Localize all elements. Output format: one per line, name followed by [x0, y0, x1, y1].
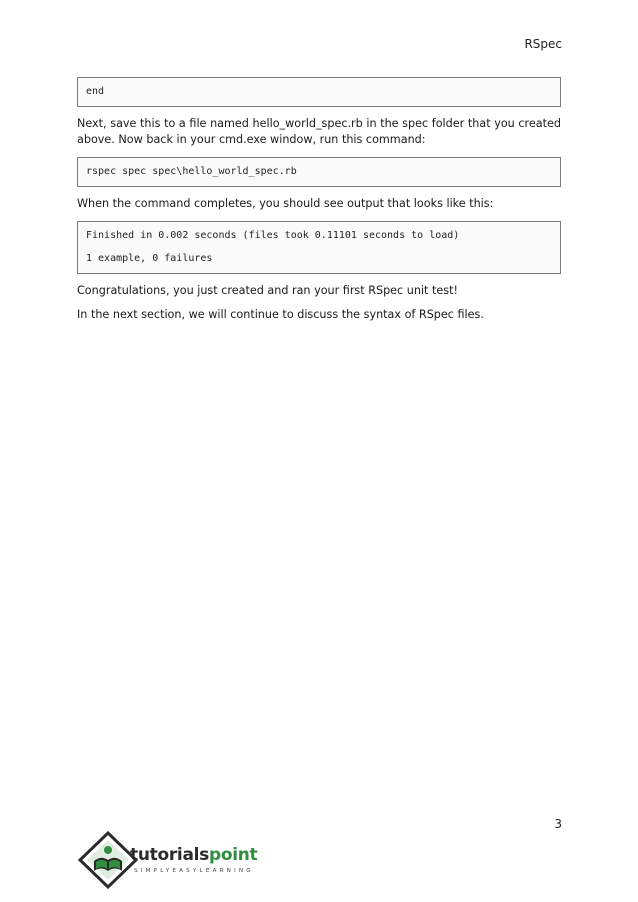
paragraph-command-completes: When the command completes, you should see output that looks like this:	[77, 197, 494, 210]
logo-wordmark: tutorialspoint	[130, 845, 258, 865]
code-line: end	[86, 86, 105, 97]
tutorialspoint-logo	[78, 831, 278, 889]
paragraph-congratulations: Congratulations, you just created and ran your first RSpec unit test!	[77, 284, 458, 297]
book-logo-icon	[78, 831, 138, 889]
paragraph-next-section: In the next section, we will continue to discuss the syntax of RSpec files.	[77, 308, 484, 321]
page-number: 3	[554, 817, 562, 831]
code-line: rspec spec spec\hello_world_spec.rb	[86, 166, 297, 177]
code-line: 1 example, 0 failures	[86, 253, 213, 264]
paragraph-save-file: Next, save this to a file named hello_world_spec.rb in the spec folder that you created above. Now back in your cmd.exe window, run this command:	[77, 117, 561, 146]
code-block-command	[77, 157, 561, 187]
code-block-output	[77, 221, 561, 274]
page-content	[77, 77, 561, 323]
page-header: RSpec	[524, 37, 562, 51]
logo-tagline: SIMPLYEASYLEARNING	[134, 868, 254, 874]
code-line: Finished in 0.002 seconds (files took 0.11101 seconds to load)	[86, 230, 460, 241]
code-block-end	[77, 77, 561, 107]
